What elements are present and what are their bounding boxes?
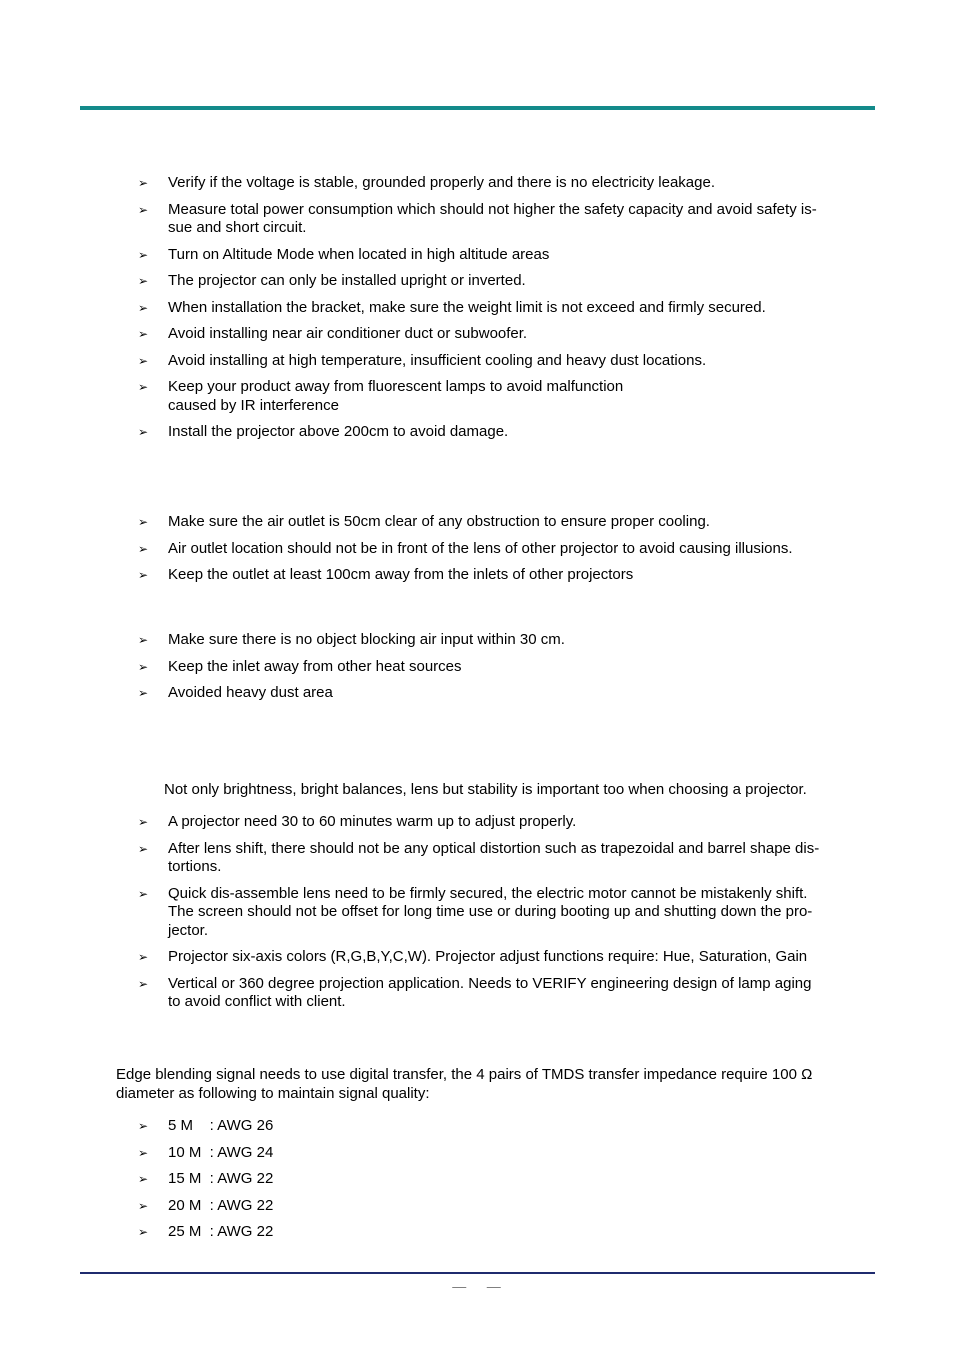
- list-item-text: Avoided heavy dust area: [168, 684, 333, 701]
- list-item-text: Keep the inlet away from other heat sources: [168, 657, 462, 675]
- arrow-bullet-icon: ➢: [138, 541, 149, 556]
- arrow-bullet-icon: ➢: [138, 380, 149, 394]
- arrow-bullet-icon: ➢: [138, 515, 149, 529]
- header-rule: [80, 106, 875, 110]
- list-item: [138, 948, 868, 967]
- list-item-text: Avoid installing at high temperature, insufficient cooling and heavy dust locations.: [168, 351, 707, 369]
- list-item-text: to avoid conflict with client.: [168, 993, 346, 1010]
- list-item-text: Quick dis-assemble lens need to be firmly secured, the electric motor cannot be mistakenly shift.: [168, 884, 808, 902]
- arrow-bullet-icon: ➢: [138, 686, 149, 700]
- arrow-bullet-icon: ➢: [138, 659, 149, 674]
- list-item: [138, 631, 868, 650]
- list-item-text: Make sure the air outlet is 50cm clear of any obstruction to ensure proper cooling.: [168, 513, 710, 530]
- arrow-bullet-icon: ➢: [138, 327, 149, 341]
- list-item-text: 25 M : AWG 22: [168, 1223, 274, 1240]
- list-item-text: Projector six-axis colors (R,G,B,Y,C,W). Projector adjust functions require: Hue, Saturation, Gain: [168, 948, 808, 965]
- arrow-bullet-icon: ➢: [138, 202, 149, 217]
- list-item-text: tortions.: [168, 858, 222, 875]
- list-item-text: Measure total power consumption which should not higher the safety capacity and avoid safety is-: [168, 200, 817, 218]
- list-item: [138, 813, 868, 832]
- list-item: [138, 684, 868, 703]
- list-item: [138, 201, 868, 238]
- list-item: [138, 658, 868, 677]
- list-item-text: After lens shift, there should not be any optical distortion such as trapezoidal and barrel shape dis-: [168, 839, 820, 857]
- list-item-text: Avoid installing near air conditioner duct or subwoofer.: [168, 325, 528, 342]
- arrow-bullet-icon: ➢: [138, 274, 149, 288]
- arrow-bullet-icon: ➢: [138, 886, 149, 901]
- list-item: [138, 1223, 868, 1242]
- list-item-text: Air outlet location should not be in front of the lens of other projector to avoid causing illusions.: [168, 539, 793, 557]
- list-item: [138, 540, 868, 559]
- arrow-bullet-icon: ➢: [138, 1119, 149, 1133]
- list-item-text: sue and short circuit.: [168, 219, 307, 236]
- list-item-text: Keep your product away from fluorescent lamps to avoid malfunction: [168, 378, 624, 395]
- list-item: [138, 885, 868, 941]
- list-item-text: A projector need 30 to 60 minutes warm up to adjust properly.: [168, 813, 577, 830]
- list-item: [138, 325, 868, 344]
- list-item: [138, 840, 868, 877]
- arrow-bullet-icon: ➢: [138, 1172, 149, 1186]
- list-item: [138, 1117, 868, 1136]
- list-item-text: Install the projector above 200cm to avoid damage.: [168, 423, 509, 440]
- list-item-text: jector.: [168, 921, 209, 939]
- list-item: [138, 272, 868, 291]
- arrow-bullet-icon: ➢: [138, 353, 149, 368]
- air-inlet-list: [138, 631, 868, 711]
- list-item: [138, 174, 868, 193]
- arrow-bullet-icon: ➢: [138, 300, 149, 315]
- stability-intro: Not only brightness, bright balances, lens but stability is important too when choosing a projector.: [164, 781, 807, 798]
- list-item-text: 20 M : AWG 22: [168, 1196, 274, 1214]
- list-item-text: 5 M : AWG 26: [168, 1117, 274, 1134]
- arrow-bullet-icon: ➢: [138, 425, 149, 439]
- cable-length-list: [138, 1117, 868, 1250]
- stability-list: [138, 813, 868, 1020]
- list-item: [138, 513, 868, 532]
- installation-list: [138, 174, 868, 450]
- footer-rule: [80, 1272, 875, 1274]
- list-item-text: Turn on Altitude Mode when located in high altitude areas: [168, 245, 550, 263]
- arrow-bullet-icon: ➢: [138, 633, 149, 647]
- list-item: [138, 566, 868, 585]
- list-item: [138, 975, 868, 1012]
- list-item-text: Vertical or 360 degree projection application. Needs to VERIFY engineering design of lamp aging: [168, 974, 812, 992]
- list-item-text: 15 M : AWG 22: [168, 1170, 274, 1187]
- arrow-bullet-icon: ➢: [138, 950, 149, 964]
- arrow-bullet-icon: ➢: [138, 568, 149, 582]
- edge-blending-intro-line-2: diameter as following to maintain signal quality:: [116, 1085, 430, 1102]
- list-item: [138, 1197, 868, 1216]
- arrow-bullet-icon: ➢: [138, 841, 149, 856]
- arrow-bullet-icon: ➢: [138, 1145, 149, 1160]
- arrow-bullet-icon: ➢: [138, 1225, 149, 1239]
- list-item-text: Make sure there is no object blocking air input within 30 cm.: [168, 631, 565, 648]
- list-item: [138, 299, 868, 318]
- list-item-text: Keep the outlet at least 100cm away from the inlets of other projectors: [168, 566, 634, 583]
- page-number-marks: — —: [452, 1278, 502, 1294]
- list-item-text: caused by IR interference: [168, 396, 339, 414]
- arrow-bullet-icon: ➢: [138, 815, 149, 829]
- list-item-text: When installation the bracket, make sure the weight limit is not exceed and firmly secured.: [168, 298, 766, 316]
- list-item-text: The screen should not be offset for long time use or during booting up and shutting down the pro-: [168, 903, 813, 920]
- air-outlet-list: [138, 513, 868, 593]
- list-item-text: The projector can only be installed upright or inverted.: [168, 272, 526, 289]
- list-item: [138, 246, 868, 265]
- arrow-bullet-icon: ➢: [138, 976, 149, 991]
- list-item: [138, 1170, 868, 1189]
- arrow-bullet-icon: ➢: [138, 247, 149, 262]
- list-item: [138, 378, 868, 415]
- edge-blending-intro: [116, 1065, 812, 1103]
- arrow-bullet-icon: ➢: [138, 176, 149, 190]
- list-item-text: 10 M : AWG 24: [168, 1143, 274, 1161]
- edge-blending-intro-line-1: Edge blending signal needs to use digital transfer, the 4 pairs of TMDS transfer impedance require 100 Ω: [116, 1066, 813, 1083]
- list-item: [138, 352, 868, 371]
- arrow-bullet-icon: ➢: [138, 1198, 149, 1213]
- list-item: [138, 1144, 868, 1163]
- list-item-text: Verify if the voltage is stable, grounded properly and there is no electricity leakage.: [168, 174, 715, 191]
- list-item: [138, 423, 868, 442]
